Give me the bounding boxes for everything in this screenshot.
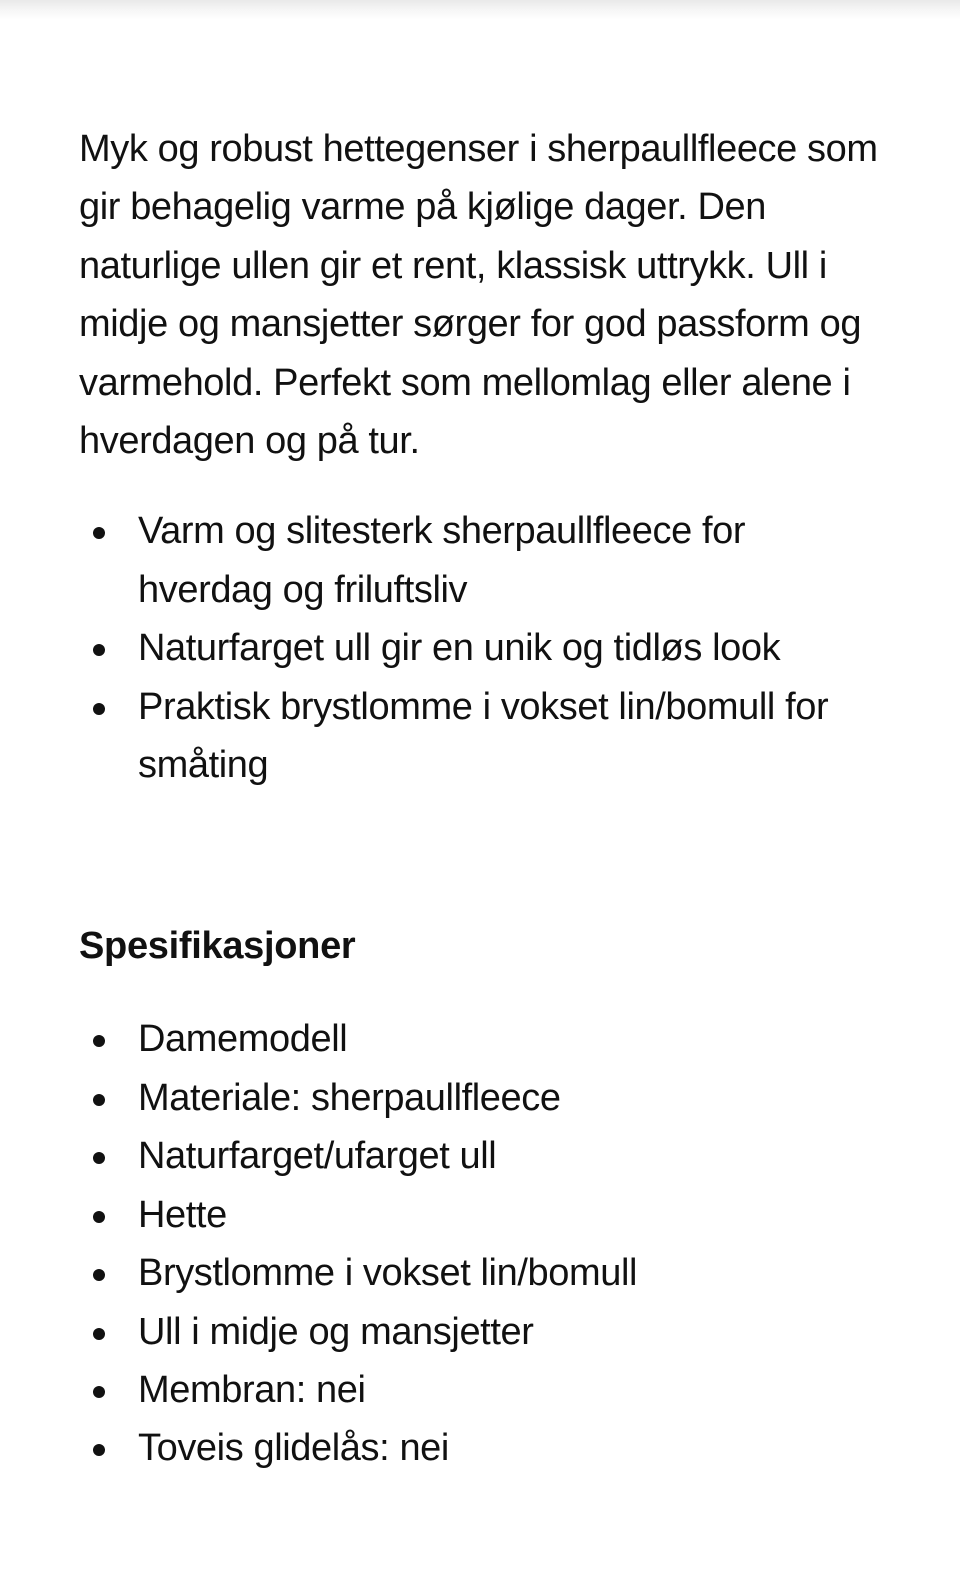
- spec-item: Damemodell: [79, 1010, 899, 1068]
- spec-item: Membran: nei: [79, 1361, 899, 1419]
- product-details: [79, 120, 899, 1478]
- feature-item: Varm og slitesterk sherpaullfleece for hverdag og friluftsliv: [79, 502, 879, 619]
- specification-list: [79, 1010, 899, 1477]
- spec-item: Hette: [79, 1186, 899, 1244]
- product-description: Myk og robust hettegenser i sherpaullfleece som gir behagelig varme på kjølige dager. Den naturlige ullen gir et rent, klassisk uttrykk. Ull i midje og mansjetter sørger for god passform og varmehold. Perfekt som mellomlag eller alene i hverdagen og på tur.: [79, 128, 878, 463]
- spec-item: Ull i midje og mansjetter: [79, 1303, 899, 1361]
- top-edge-shadow: [0, 0, 960, 20]
- spec-item: Materiale: sherpaullfleece: [79, 1069, 899, 1127]
- spec-item: Brystlomme i vokset lin/bomull: [79, 1244, 899, 1302]
- specifications-heading: Spesifikasjoner: [79, 925, 356, 968]
- feature-item: Naturfarget ull gir en unik og tidløs look: [79, 619, 879, 677]
- spec-item: Toveis glidelås: nei: [79, 1419, 899, 1477]
- feature-item: Praktisk brystlomme i vokset lin/bomull for småting: [79, 678, 879, 795]
- feature-list: [79, 502, 879, 794]
- spec-item: Naturfarget/ufarget ull: [79, 1127, 899, 1185]
